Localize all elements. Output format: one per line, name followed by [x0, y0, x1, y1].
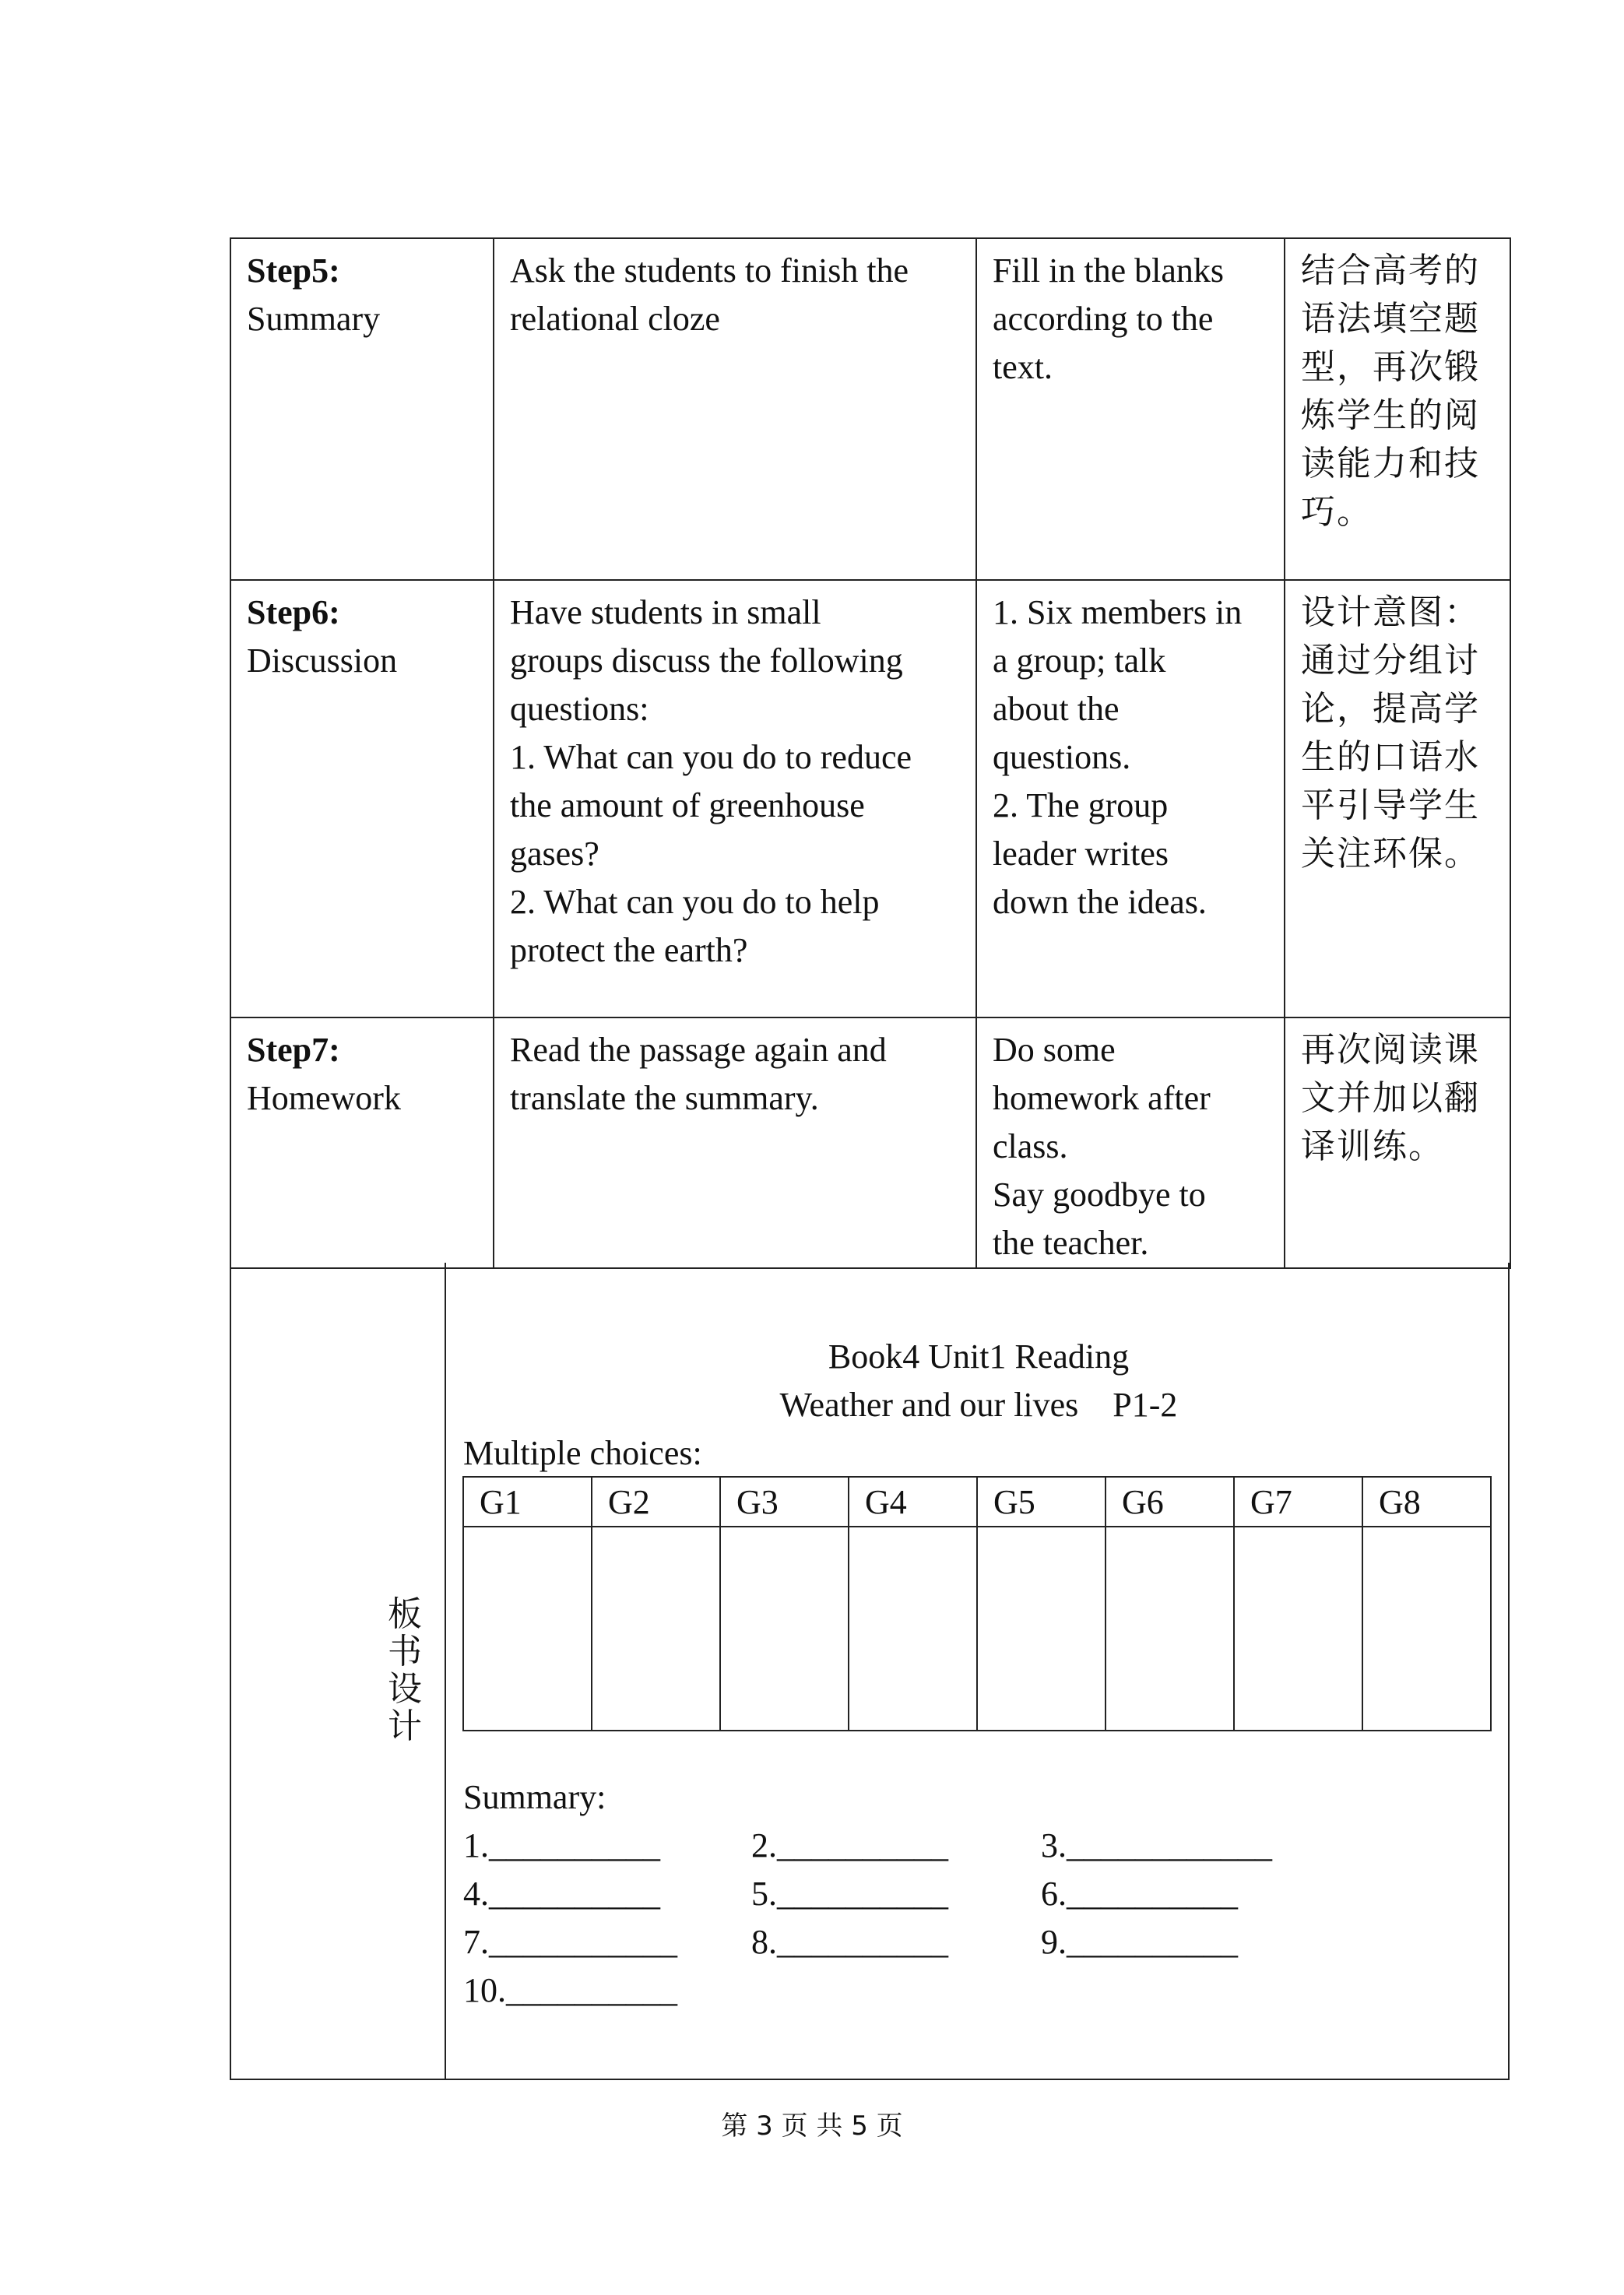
- student-activity-cell: [976, 238, 1285, 580]
- text-line: according to the: [993, 300, 1214, 338]
- text-line: 1. What can you do to reduce: [510, 738, 912, 776]
- text-line: gases?: [510, 835, 599, 873]
- group-header: G8: [1362, 1477, 1491, 1527]
- step-name: Discussion: [247, 641, 398, 680]
- text-line: 通过分组讨: [1301, 641, 1480, 680]
- text-line: Have students in small: [510, 593, 821, 631]
- answer-cell: [1106, 1527, 1234, 1731]
- step-name: Summary: [247, 300, 381, 338]
- summary-blank: 4.__________: [463, 1875, 660, 1913]
- text-line: 设计意图：: [1301, 592, 1480, 632]
- text-line: the amount of greenhouse: [510, 786, 865, 824]
- label-char: 板: [388, 1594, 422, 1634]
- text-line: 巧。: [1301, 492, 1373, 532]
- text-line: groups discuss the following: [510, 641, 903, 680]
- text-line: 再次阅读课: [1301, 1030, 1480, 1070]
- board-title: Book4 Unit1 Reading: [828, 1337, 1130, 1376]
- label-char: 设: [388, 1669, 422, 1709]
- step-cell: [230, 238, 494, 580]
- text-line: Fill in the blanks: [993, 251, 1224, 290]
- group-header: G1: [463, 1477, 592, 1527]
- text-line: leader writes: [993, 835, 1169, 873]
- summary-blank: 3.____________: [1041, 1826, 1272, 1864]
- teacher-activity-cell: [494, 1017, 976, 1268]
- summary-blank: 6.__________: [1041, 1875, 1238, 1913]
- summary-blank: 8.__________: [751, 1923, 948, 1961]
- group-header: G7: [1234, 1477, 1362, 1527]
- group-answer-row: [463, 1527, 1491, 1731]
- step-cell: [230, 580, 494, 1017]
- text-line: Read the passage again and: [510, 1031, 887, 1069]
- summary-blank: 10.__________: [463, 1971, 677, 2009]
- summary-blank: 2.__________: [751, 1826, 948, 1864]
- text-line: Do some: [993, 1031, 1116, 1069]
- group-header: G6: [1106, 1477, 1234, 1527]
- summary-blank: 7.___________: [463, 1923, 677, 1961]
- text-line: Ask the students to finish the: [510, 251, 909, 290]
- step-title: Step6:: [247, 593, 340, 631]
- lesson-plan-table: [230, 237, 1511, 1269]
- text-line: 结合高考的: [1301, 251, 1480, 290]
- text-line: homework after: [993, 1079, 1211, 1117]
- group-answer-table: [462, 1476, 1492, 1731]
- summary-blank: 9.__________: [1041, 1923, 1238, 1961]
- text-line: Say goodbye to: [993, 1176, 1206, 1214]
- answer-cell: [849, 1527, 977, 1731]
- text-line: 论，提高学: [1301, 689, 1480, 729]
- purpose-cell: [1285, 1017, 1510, 1268]
- purpose-cell: [1285, 238, 1510, 580]
- text-line: the teacher.: [993, 1224, 1149, 1262]
- answer-cell: [1362, 1527, 1491, 1731]
- text-line: class.: [993, 1127, 1068, 1165]
- text-line: 语法填空题: [1301, 299, 1480, 339]
- text-line: 2. The group: [993, 786, 1169, 824]
- step-title: Step7:: [247, 1031, 340, 1069]
- summary-blank: 1.__________: [463, 1826, 660, 1864]
- group-header: G4: [849, 1477, 977, 1527]
- table-row-step7: [230, 1017, 1510, 1268]
- text-line: down the ideas.: [993, 883, 1207, 921]
- text-line: translate the summary.: [510, 1079, 819, 1117]
- text-line: 型，再次锻: [1301, 347, 1480, 387]
- text-line: 关注环保。: [1301, 834, 1480, 873]
- step-cell: [230, 1017, 494, 1268]
- answer-cell: [463, 1527, 592, 1731]
- answer-cell: [720, 1527, 849, 1731]
- text-line: 译训练。: [1301, 1126, 1444, 1166]
- text-line: a group; talk: [993, 641, 1166, 680]
- summary-label: Summary:: [463, 1778, 606, 1816]
- label-char: 计: [388, 1706, 422, 1746]
- text-line: 炼学生的阅: [1301, 395, 1480, 435]
- text-line: 文并加以翻: [1301, 1078, 1480, 1118]
- page-footer: 第 3 页 共 5 页: [721, 2110, 903, 2142]
- text-line: 2. What can you do to help: [510, 883, 880, 921]
- text-line: 读能力和技: [1301, 444, 1480, 483]
- label-char: 书: [388, 1632, 422, 1671]
- group-header-row: [463, 1477, 1491, 1527]
- text-line: text.: [993, 348, 1053, 386]
- purpose-cell: [1285, 580, 1510, 1017]
- text-line: relational cloze: [510, 300, 720, 338]
- text-line: questions.: [993, 738, 1131, 776]
- text-line: 1. Six members in: [993, 593, 1243, 631]
- group-header: G3: [720, 1477, 849, 1527]
- student-activity-cell: [976, 1017, 1285, 1268]
- teacher-activity-cell: [494, 580, 976, 1017]
- board-subtitle: Weather and our lives P1-2: [779, 1386, 1178, 1424]
- answer-cell: [977, 1527, 1106, 1731]
- student-activity-cell: [976, 580, 1285, 1017]
- table-row-step6: [230, 580, 1510, 1017]
- text-line: questions:: [510, 690, 649, 728]
- group-header: G5: [977, 1477, 1106, 1527]
- step-title: Step5:: [247, 251, 340, 290]
- board-label-column: [231, 1263, 446, 2079]
- text-line: protect the earth?: [510, 931, 748, 969]
- board-design-label: [385, 1596, 424, 1745]
- table-row-step5: [230, 238, 1510, 580]
- multiple-choices-label: Multiple choices:: [463, 1434, 702, 1472]
- text-line: 平引导学生: [1301, 786, 1480, 825]
- text-line: about the: [993, 690, 1120, 728]
- answer-cell: [592, 1527, 720, 1731]
- answer-cell: [1234, 1527, 1362, 1731]
- board-design-section: [230, 1263, 1510, 2080]
- summary-blank: 5.__________: [751, 1875, 948, 1913]
- group-header: G2: [592, 1477, 720, 1527]
- teacher-activity-cell: [494, 238, 976, 580]
- step-name: Homework: [247, 1079, 401, 1117]
- text-line: 生的口语水: [1301, 737, 1480, 777]
